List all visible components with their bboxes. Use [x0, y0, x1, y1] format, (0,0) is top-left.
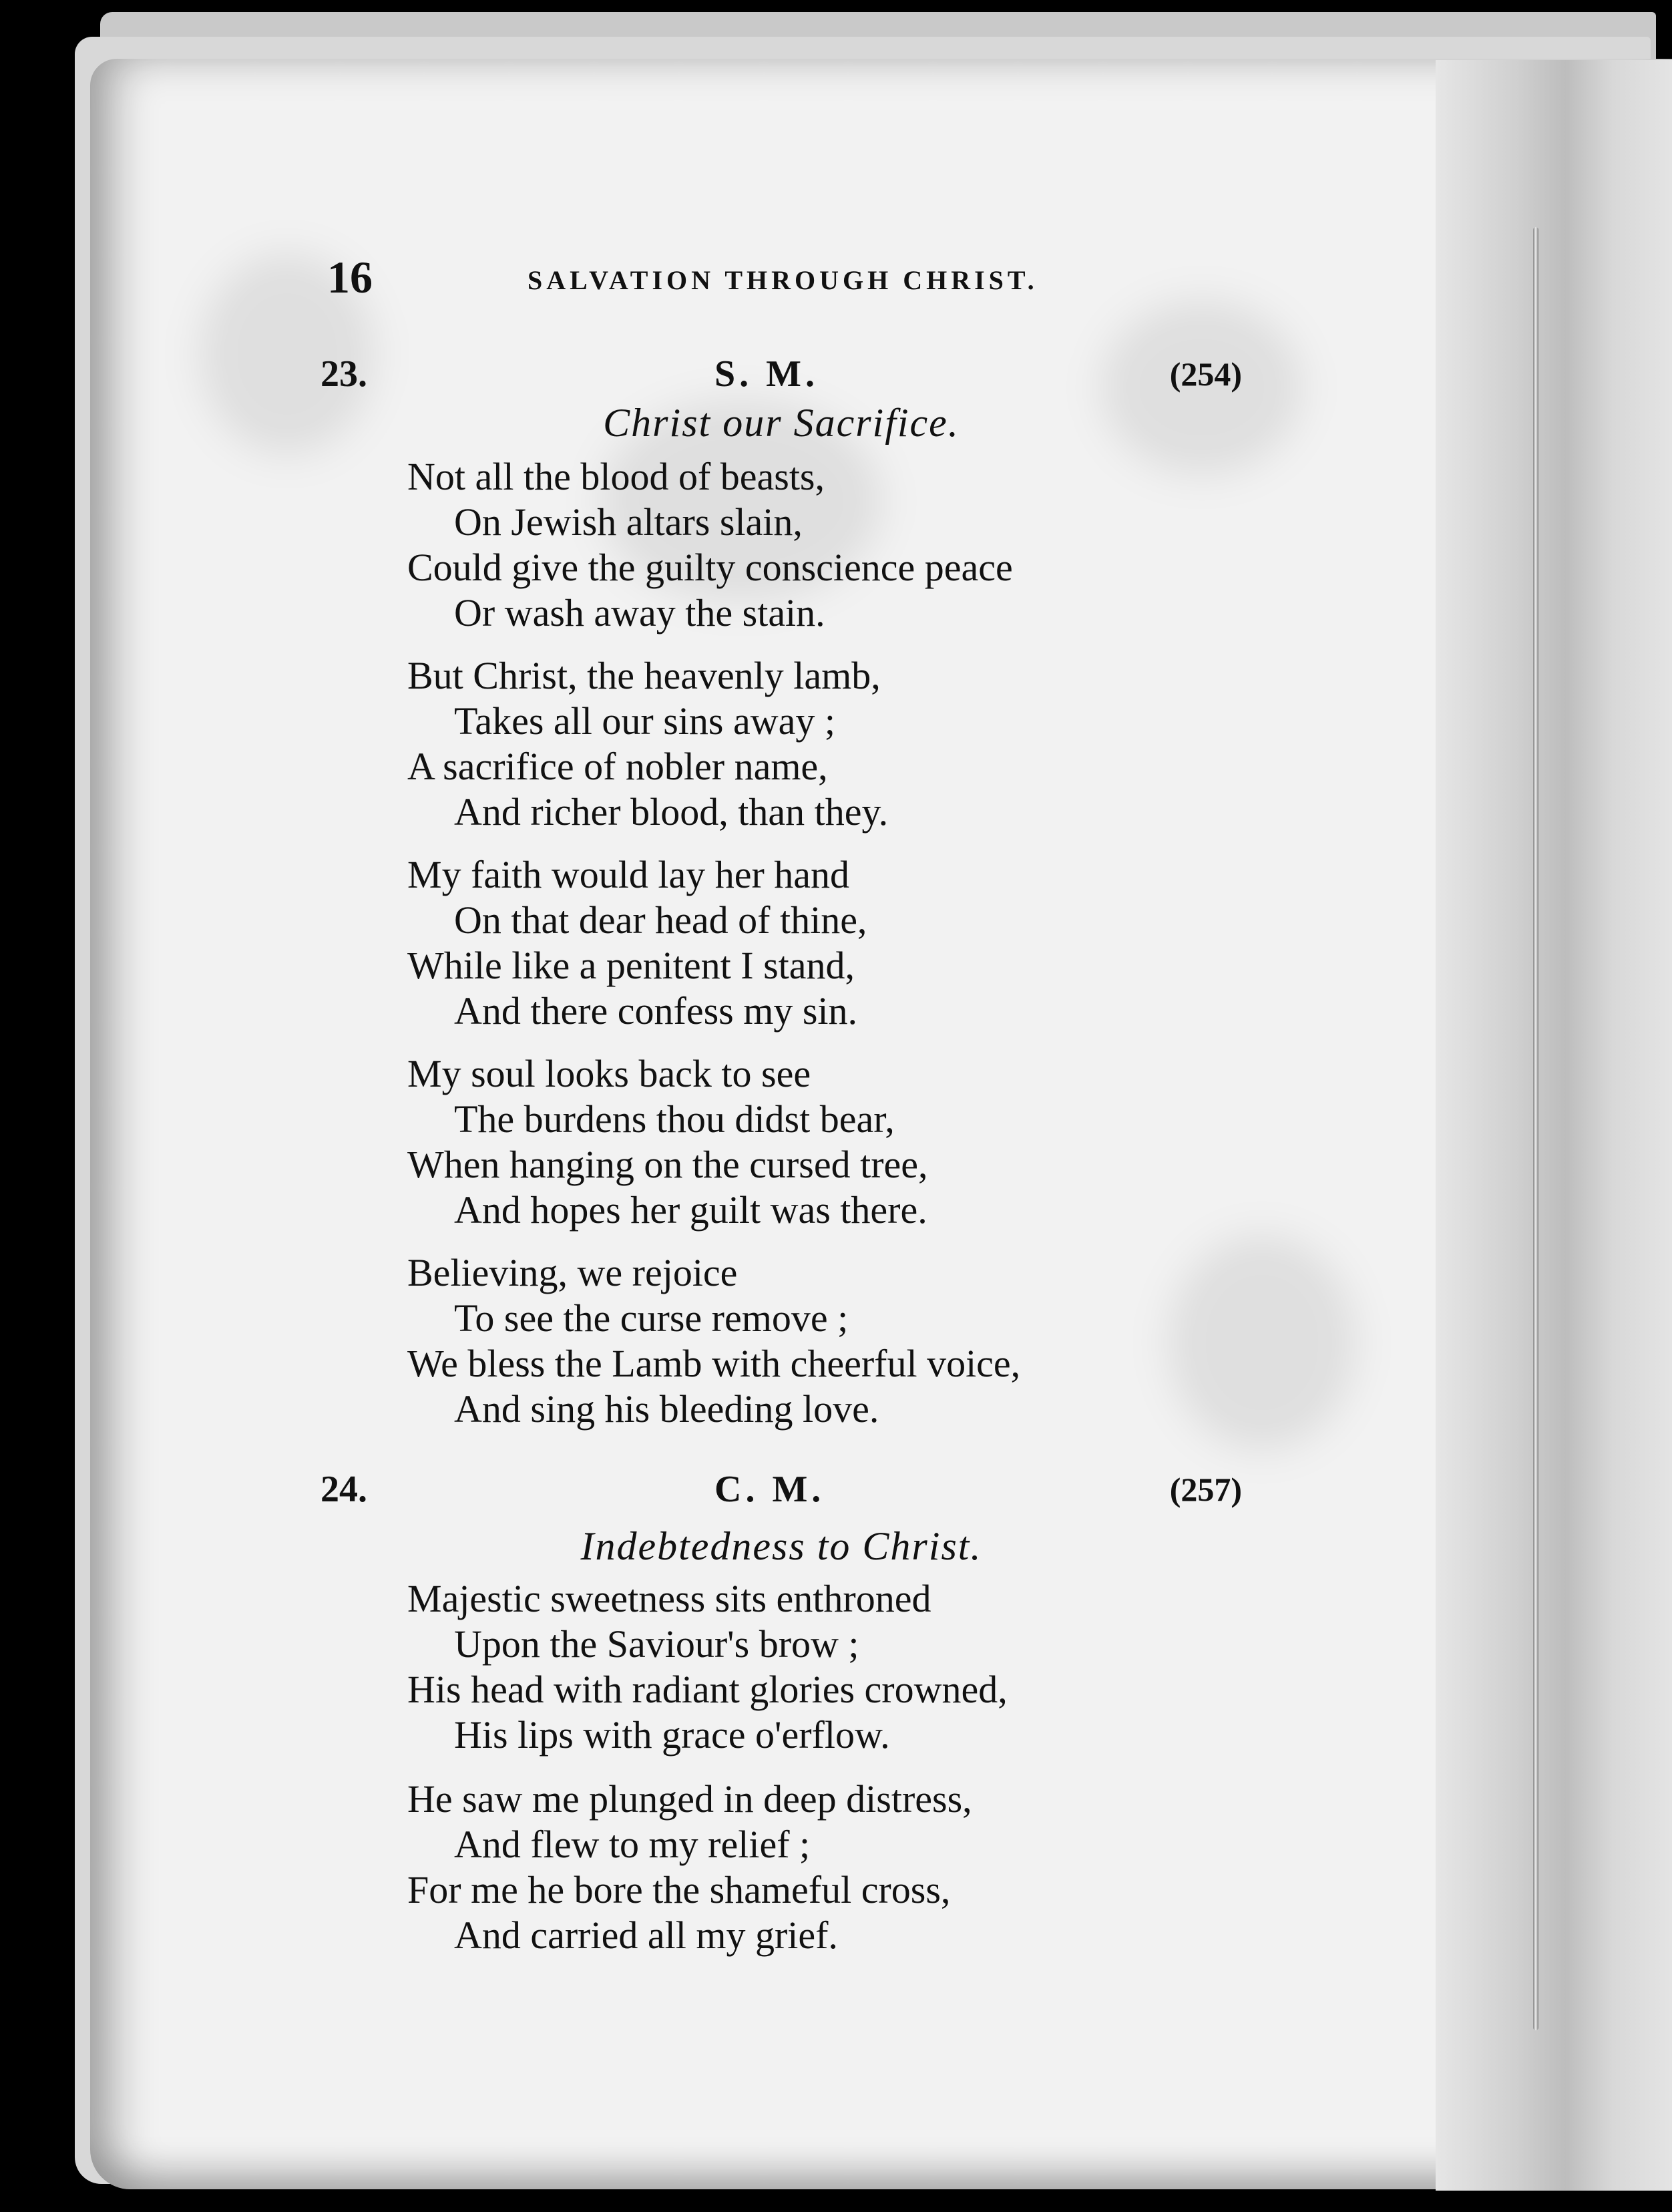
hymn-header — [321, 347, 1242, 401]
verse-line: Believing, we rejoice — [407, 1251, 738, 1294]
hymn-meter: C. M. — [714, 1469, 825, 1510]
hymn-reference: (254) — [1169, 355, 1242, 393]
verse-line: Majestic sweetness sits enthroned — [407, 1577, 931, 1620]
verse-line: On that dear head of thine, — [454, 898, 867, 942]
running-title: SALVATION THROUGH CHRIST. — [528, 265, 1038, 295]
verse-line: And sing his bleeding love. — [454, 1387, 879, 1431]
verse-line: His head with radiant glories crowned, — [407, 1668, 1008, 1711]
hymn-reference: (257) — [1169, 1471, 1242, 1508]
stanza — [407, 1576, 1409, 1758]
verse-line: My soul looks back to see — [407, 1052, 811, 1095]
verse-line: To see the curse remove ; — [454, 1296, 849, 1340]
verse-line: We bless the Lamb with cheerful voice, — [407, 1342, 1021, 1385]
verse-line: Not all the blood of beasts, — [407, 455, 825, 498]
verse-line: A sacrifice of nobler name, — [407, 745, 828, 788]
verse-line: Upon the Saviour's brow ; — [454, 1622, 859, 1666]
verse-line: Takes all our sins away ; — [454, 699, 835, 743]
verse-line: And richer blood, than they. — [454, 790, 889, 834]
stanza — [407, 1777, 1409, 1958]
verse-line: Could give the guilty conscience peace — [407, 546, 1013, 589]
stanza — [407, 1051, 1409, 1233]
hymn-title: Indebtedness to Christ. — [580, 1524, 982, 1568]
hymn-title: Christ our Sacrifice. — [603, 401, 960, 445]
verse-line: And flew to my relief ; — [454, 1823, 811, 1866]
verse-line: And carried all my grief. — [454, 1913, 838, 1957]
hymn-header — [321, 1463, 1242, 1516]
hymn-meter: S. M. — [714, 353, 819, 395]
verse-line: On Jewish altars slain, — [454, 500, 803, 544]
stanza — [407, 454, 1409, 636]
running-head — [327, 247, 1476, 307]
stanza — [407, 852, 1409, 1034]
hymn-number: 24. — [321, 1469, 367, 1510]
stanza — [407, 653, 1409, 835]
verse-line: But Christ, the heavenly lamb, — [407, 654, 881, 697]
hymn-number: 23. — [321, 353, 367, 395]
stanza — [407, 1250, 1409, 1432]
verse-line: And there confess my sin. — [454, 989, 858, 1033]
verse-line: For me he bore the shameful cross, — [407, 1868, 951, 1911]
verse-line: His lips with grace o'erflow. — [454, 1713, 890, 1757]
page-number: 16 — [327, 252, 373, 303]
verse-line: He saw me plunged in deep distress, — [407, 1777, 972, 1821]
verse-line: When hanging on the cursed tree, — [407, 1143, 928, 1186]
verse-line: My faith would lay her hand — [407, 853, 850, 896]
verse-line: And hopes her guilt was there. — [454, 1188, 927, 1232]
verse-line: The burdens thou didst bear, — [454, 1097, 895, 1141]
verse-line: While like a penitent I stand, — [407, 944, 855, 987]
verse-line: Or wash away the stain. — [454, 591, 825, 634]
